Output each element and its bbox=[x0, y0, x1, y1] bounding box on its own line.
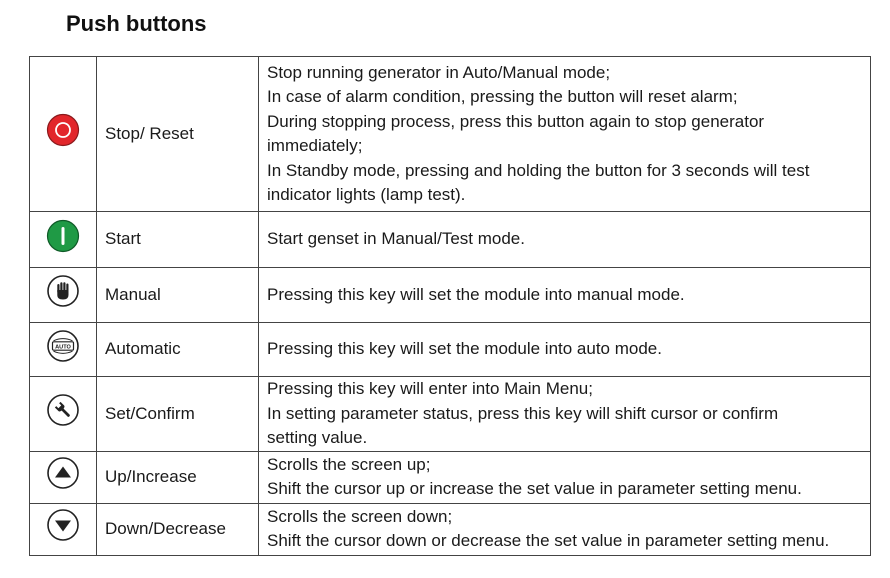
description-line: Shift the cursor down or decrease the set value in parameter setting menu. bbox=[267, 531, 830, 550]
auto-icon bbox=[46, 329, 80, 371]
button-name: Set/Confirm bbox=[97, 377, 259, 452]
description-line: Stop running generator in Auto/Manual mode; bbox=[267, 62, 611, 82]
table-row bbox=[30, 451, 871, 503]
description-line: Pressing this key will enter into Main Menu; bbox=[267, 379, 593, 398]
description-line: In Standby mode, pressing and holding the button for 3 seconds will test bbox=[267, 160, 810, 180]
button-description bbox=[259, 377, 871, 452]
table-row bbox=[30, 212, 871, 268]
table-row bbox=[30, 268, 871, 323]
icon-cell bbox=[30, 377, 97, 452]
table-row bbox=[30, 57, 871, 212]
icon-cell bbox=[30, 323, 97, 377]
push-buttons-table bbox=[29, 56, 871, 556]
icon-cell bbox=[30, 212, 97, 268]
description-line: Scrolls the screen down; bbox=[267, 506, 453, 526]
button-name: Stop/ Reset bbox=[97, 57, 259, 212]
manual-hand-icon bbox=[46, 274, 80, 316]
description-line: Pressing this key will set the module into auto mode. bbox=[267, 339, 662, 359]
description-line: Pressing this key will set the module into manual mode. bbox=[267, 284, 685, 304]
button-description bbox=[259, 212, 871, 268]
wrench-icon bbox=[46, 393, 80, 435]
description-line: Scrolls the screen up; bbox=[267, 454, 431, 474]
description-line: In setting parameter status, press this key will shift cursor or confirm bbox=[267, 403, 779, 423]
button-description bbox=[259, 268, 871, 323]
table-row bbox=[30, 377, 871, 452]
icon-cell bbox=[30, 268, 97, 323]
button-description bbox=[259, 451, 871, 503]
description-line: indicator lights (lamp test). bbox=[267, 185, 466, 204]
button-name: Down/Decrease bbox=[97, 503, 259, 555]
button-description bbox=[259, 323, 871, 377]
icon-cell bbox=[30, 57, 97, 212]
description-line: In case of alarm condition, pressing the button will reset alarm; bbox=[267, 87, 738, 106]
icon-cell bbox=[30, 503, 97, 555]
auto-icon-label: AUTO bbox=[55, 344, 71, 351]
up-arrow-icon bbox=[46, 456, 80, 498]
description-line: During stopping process, press this button again to stop generator bbox=[267, 111, 765, 131]
button-description bbox=[259, 57, 871, 212]
description-line: Start genset in Manual/Test mode. bbox=[267, 229, 525, 249]
button-name: Up/Increase bbox=[97, 451, 259, 503]
table-row bbox=[30, 323, 871, 377]
button-name: Start bbox=[97, 212, 259, 268]
icon-cell bbox=[30, 451, 97, 503]
description-line: immediately; bbox=[267, 136, 363, 155]
start-icon bbox=[46, 219, 80, 261]
page-title: Push buttons bbox=[66, 11, 207, 36]
description-line: Shift the cursor up or increase the set value in parameter setting menu. bbox=[267, 479, 802, 498]
table-row bbox=[30, 503, 871, 555]
down-arrow-icon bbox=[46, 508, 80, 550]
button-name: Automatic bbox=[97, 323, 259, 377]
button-name: Manual bbox=[97, 268, 259, 323]
button-description bbox=[259, 503, 871, 555]
description-line: setting value. bbox=[267, 428, 368, 447]
stop-reset-icon bbox=[46, 113, 80, 155]
